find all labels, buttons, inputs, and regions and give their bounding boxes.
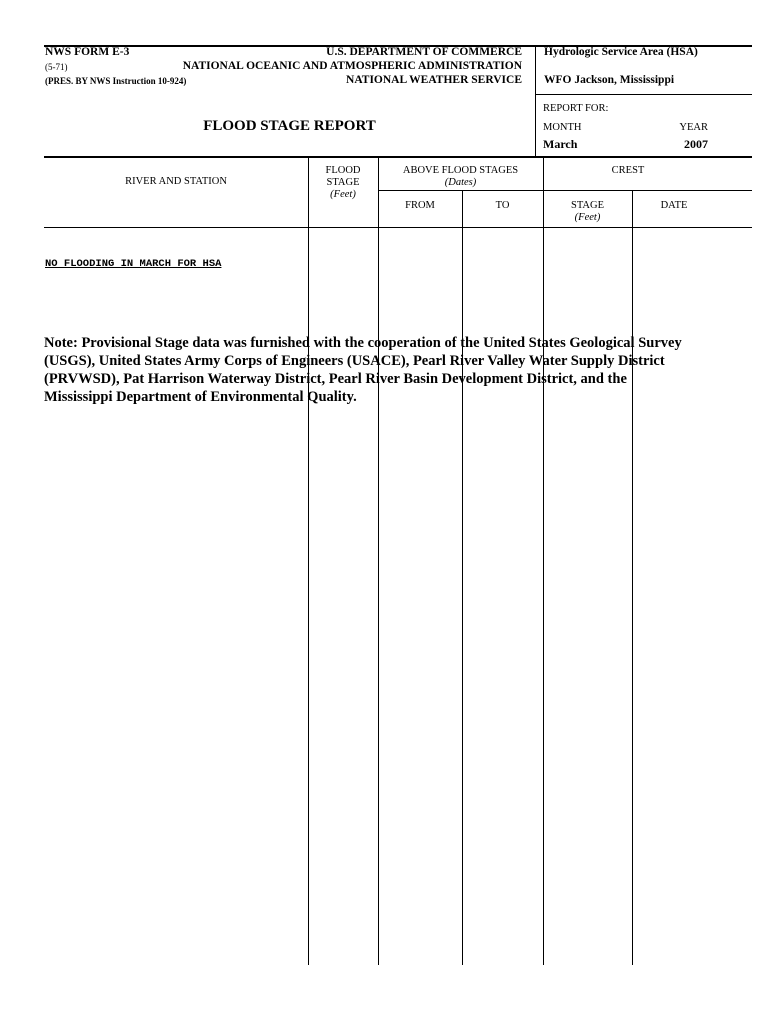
river-and-station-header: RIVER AND STATION [125,176,227,187]
year-label: YEAR [679,122,708,133]
hsa-label: Hydrologic Service Area (HSA) [544,46,698,58]
no-flooding-text: NO FLOODING IN MARCH FOR HSA [45,258,222,270]
crest-header: CREST [611,165,645,176]
table-header-bottom-rule [44,227,752,228]
service-name: NATIONAL WEATHER SERVICE [346,74,522,86]
crest-stage-unit: (Feet) [574,212,601,223]
year-value: 2007 [684,137,708,151]
form-id: NWS FORM E-3 [45,46,130,58]
header-bottom-rule [44,156,752,158]
hsa-rule [535,94,752,95]
above-flood-subrule [378,190,543,191]
flood-stage-header-line2: STAGE [326,177,360,188]
crest-subrule [543,190,752,191]
above-flood-stages-header: ABOVE FLOOD STAGES [402,165,519,176]
form-instruction: (PRES. BY NWS Instruction 10-924) [45,76,187,86]
hsa-divider [535,45,536,157]
hsa-value: WFO Jackson, Mississippi [544,74,675,86]
col-divider-from-to [462,190,463,965]
col-divider-flood-stage [308,157,309,965]
agency-name: NATIONAL OCEANIC AND ATMOSPHERIC ADMINISTRATION [182,60,522,72]
flood-stage-unit: (Feet) [330,189,356,200]
crest-date-header: DATE [660,200,688,211]
report-title: FLOOD STAGE REPORT [203,118,376,134]
from-header: FROM [405,200,435,211]
note-line-1: Note: Provisional Stage data was furnished with the cooperation of the United States Geological Survey [44,335,682,351]
department-name: U.S. DEPARTMENT OF COMMERCE [326,46,522,58]
flood-stage-header-line1: FLOOD [325,165,361,176]
report-for-label: REPORT FOR: [543,103,609,114]
note-line-4: Mississippi Department of Environmental Quality. [44,389,357,405]
form-date: (5-71) [45,62,68,72]
above-flood-dates: (Dates) [444,177,477,188]
month-label: MONTH [543,122,582,133]
month-value: March [543,137,578,151]
col-divider-crest [543,157,544,965]
note-line-2: (USGS), United States Army Corps of Engineers (USACE), Pearl River Valley Water Supply District [44,353,665,369]
note-line-3: (PRVWSD), Pat Harrison Waterway District, Pearl River Basin Development District, and the [44,371,627,387]
col-divider-stage-date [632,190,633,965]
to-header: TO [495,200,510,211]
crest-stage-header: STAGE [571,200,604,211]
col-divider-above-flood [378,157,379,965]
